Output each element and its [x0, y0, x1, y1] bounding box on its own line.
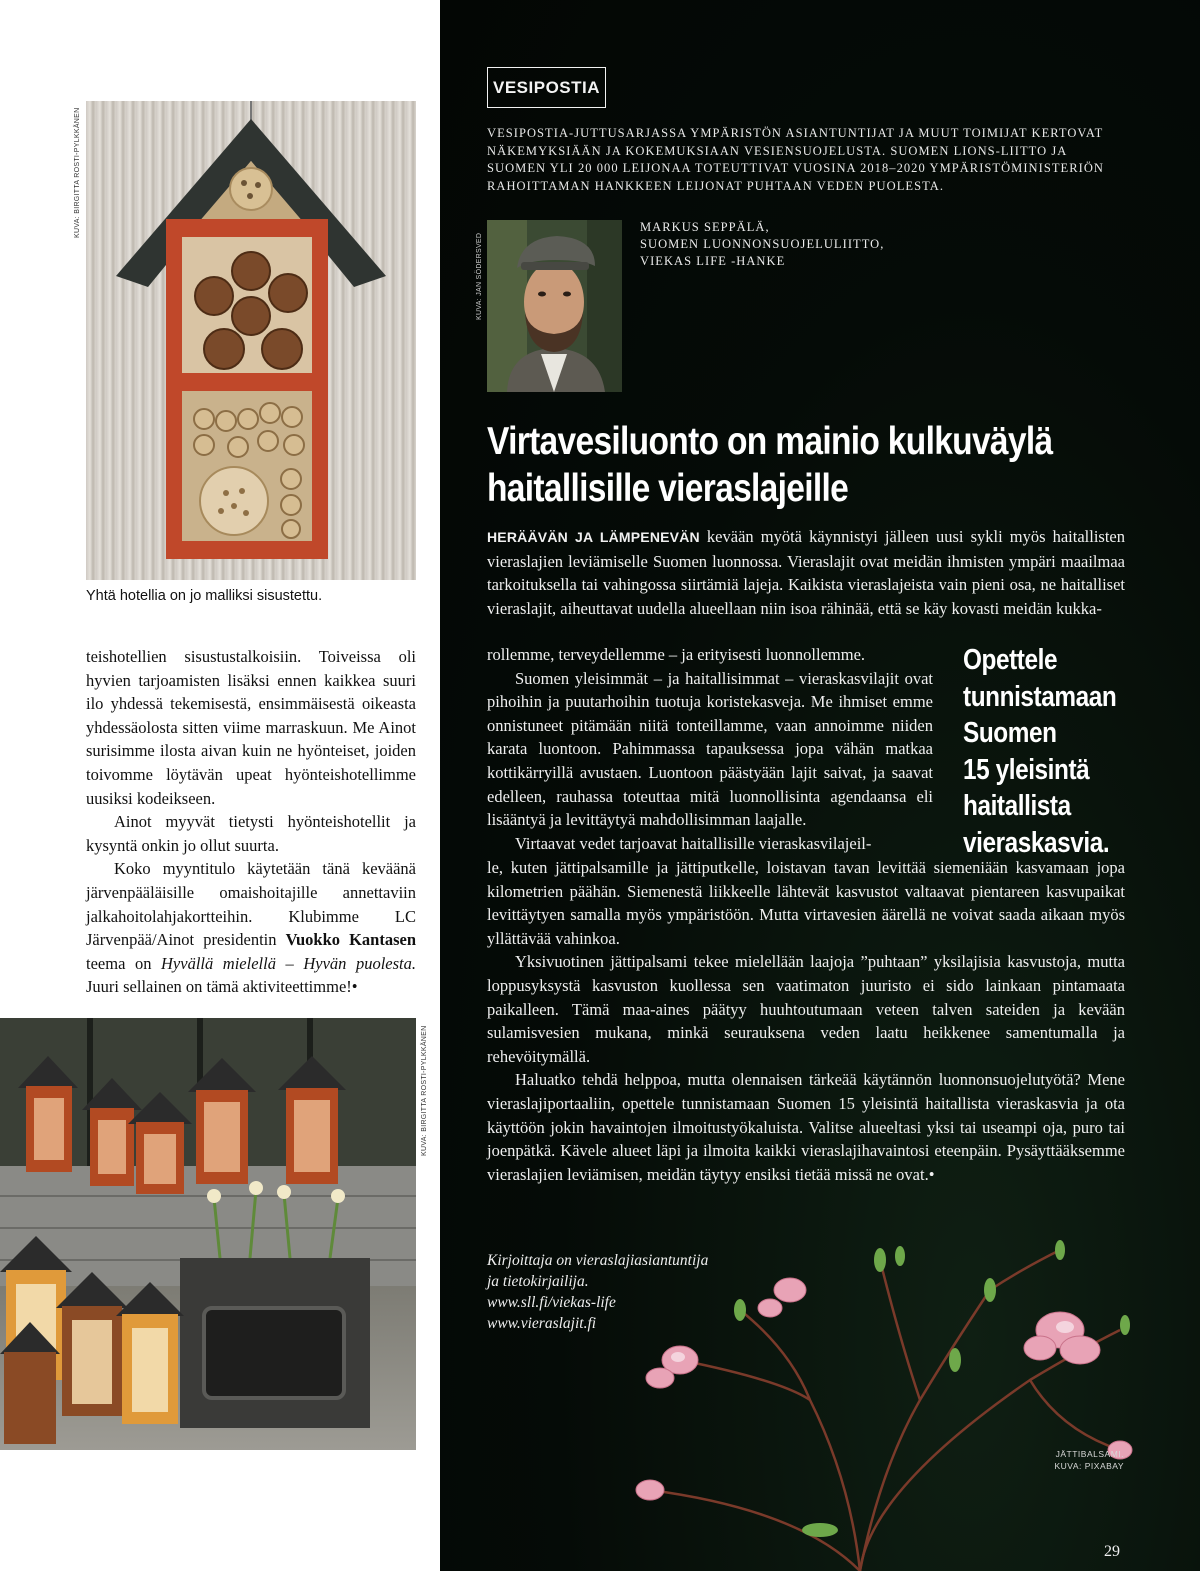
flower-name: JÄTTIBALSAMI. — [1055, 1449, 1124, 1459]
headline-line: Virtavesiluonto on mainio kulkuväylä — [487, 420, 1053, 463]
pullquote-line: 15 yleisintä — [963, 753, 1090, 786]
series-intro: VESIPOSTIA-JUTTUSARJASSA YMPÄRISTÖN ASIANTUNTIJAT JA MUUT TOIMIJAT KERTOVAT NÄKEMYKSIÄÄN JA KOKEMUKSIAAN VESIENSUOJELUSTA. SUOMEN LIONS-LIITTO JA SUOMEN YLI 20 000 LEIJONAA TOTEUTTIVAT VUOSINA 2018–2020 YMPÄRISTÖMINISTERIÖN RAHOITTAMAN HANKKEEN LEIJONAT PUHTAAN VEDEN PUOLESTA. — [487, 126, 1104, 193]
lead-in: HERÄÄVÄN JA LÄMPENEVÄN — [487, 529, 700, 545]
section-tag: VESIPOSTIA — [487, 67, 606, 108]
paragraph: Haluatko tehdä helppoa, mutta olennaisen tärkeää käytännön luonnonsuojelutyötä? Mene vieraslajiportaaliin, opettele tunnistamaan Suomen 15 yleisintä haitallista vieraskasvia ja ota käyttöön jokin havaintojen ilmoitustyökaluista. Valitse alueeltasi yksi tai useampi oja, puro tai joenpätkä. Kävele alueet läpi ja ilmoita kaikki vieraslajihavaintosi eteenpäin. Pysäyttääksemme vieraslajien leviämisen, meidän täytyy ensiksi tietää missä ne ovat.• — [487, 1070, 1125, 1184]
vieraslajit-link[interactable]: www.vieraslajit.fi — [487, 1315, 597, 1332]
left-column — [0, 0, 440, 1571]
paragraph-continued: le, kuten jättipalsamille ja jättiputkelle, loistavan tavan levittää siemeniään kasvamaan jopa kilometrien päähän. Siemenestä liikkeelle lähtevät kasvustot valtaavat pientareen kasvupaikat levittäytyen samalla myös ympäristöön. Mutta virtavesien äärellä ne voivat saada aikaan myös yllättävää vahinkoa. — [487, 858, 1125, 948]
left-article-text — [86, 645, 416, 999]
author-signature — [487, 1250, 708, 1334]
author-photo — [487, 220, 622, 392]
paragraph: Virtaavat vedet tarjoavat haitallisille vieraskasvilajeil- — [515, 833, 872, 853]
club-theme: Hyvällä mielellä – Hyvän puolesta. — [161, 953, 416, 973]
article-body-bottom — [487, 856, 1125, 1186]
article-body-narrow — [487, 643, 933, 855]
flower-caption — [1055, 1448, 1125, 1472]
author-name: MARKUS SEPPÄLÄ, — [640, 220, 770, 234]
author-portrait — [487, 220, 622, 392]
page-number: 29 — [1104, 1543, 1120, 1560]
paragraph: Yksivuotinen jättipalsami tekee mielellään laajoja ”puhtaan” yksilajisia kasvustoja, mutta loppusyksystä kasvuston kuollessa sen vaatimaton juuristo ei sido lainkaan pintamaata paikalleen. Tämä maa-aines päätyy huuhtoutumaan veteen talven sateiden ja kevään sulamisvesien mukana, minkä seurauksena veden laatu heikkenee samentumalla ja rehevöitymällä. — [487, 952, 1125, 1066]
headline-line: haitallisille vieraslajeille — [487, 467, 849, 510]
insect-hotels-illustration — [0, 1018, 416, 1450]
signature-line: Kirjoittaja on vieraslajiasiantuntija — [487, 1252, 709, 1269]
paragraph: Suomen yleisimmät – ja haitallisimmat – vieraskasvilajit ovat pihoihin ja puutarhoihin tuotuja koristekasveja. Me ihmiset emme onnistuneet pitämään niitä tonteillamme, vaan annoimme niiden karata luontoon. Pahimmassa tapauksessa jopa vähän matkaa kottikärryillä avustaen. Luontoon päästyään lajit saivat, ja saavat edelleen, rauhassa toteuttaa mitä luonnollisinta agendaansa eli lisääntyä ja levittäytyä mahdollisimman laajalle. — [487, 668, 933, 830]
author-info — [640, 219, 884, 270]
pull-quote — [963, 642, 1148, 861]
insect-hotel-photo — [86, 101, 416, 580]
insect-hotel-illustration — [86, 101, 416, 580]
photo-credit: KUVA: BIRGITTA ROSTI-PYLKKÄNEN — [74, 107, 81, 238]
paragraph-end: rollemme, terveydellemme – ja erityisesti luonnollemme. — [487, 645, 866, 664]
pullquote-line: vieraskasvia. — [963, 826, 1110, 859]
article-body-top — [487, 525, 1125, 620]
paragraph: Koko myyntitulo käytetään tänä keväänä järvenpääläisille omaishoitajille annettaviin jalkahoitolahjakortteihin. Klubimme LC Järvenpää/Ainot presidentin Vuokko Kantasen teema on Hyvällä mielellä – Hyvän puolesta. Juuri sellainen on tämä aktiviteettimme!• — [86, 859, 416, 997]
photo-caption: Yhtä hotellia on jo malliksi sisustettu. — [86, 588, 323, 604]
pullquote-line: tunnistamaan — [963, 680, 1117, 713]
insect-hotels-group-photo — [0, 1018, 416, 1450]
paragraph: teishotellien sisustustalkoisiin. Toiveissa oli hyvien tarjoamisten lisäksi ennen kaikkea suuri ilo yhdessä tekemisestä, ensimmäisestä oikeasta yhdessäolosta sitten viime marraskuun. Me Ainot surisimme ilosta aivan kuin ne hyönteiset, joiden toivomme löytävän upeat hyönteishotellimme uusiksi kodeikseen. — [86, 647, 416, 808]
photo-credit: KUVA: BIRGITTA ROSTI-PYLKKÄNEN — [421, 1025, 428, 1156]
pullquote-line: haitallista — [963, 790, 1071, 822]
paragraph: HERÄÄVÄN JA LÄMPENEVÄN kevään myötä käynnistyi jälleen uusi sykli myös haitallisten vieraslajien leviämiselle Suomen luonnossa. Vieraslajit ovat meidän ihmisten ympäri maailmaa tarkoituksella tai vahingossa siirtämiä lajeja. Kaikista vieraslajeista vain pieni osa, ne haitalliset vieraslajit, aiheuttavat uudella alueellaan niin isoa rähinää, että se käy kovasti meidän kukka- — [487, 527, 1125, 618]
pullquote-line: Opettele — [963, 644, 1058, 676]
author-organization: SUOMEN LUONNONSUOJELULIITTO, — [640, 237, 885, 251]
photo-credit: KUVA: PIXABAY — [1054, 1461, 1124, 1471]
article-headline — [487, 418, 1141, 512]
president-name: Vuokko Kantasen — [285, 930, 416, 950]
pullquote-line: Suomen — [963, 717, 1057, 749]
photo-credit: KUVA: JAN SÖDERSVED — [476, 232, 483, 320]
sll-link[interactable]: www.sll.fi/viekas-life — [487, 1294, 616, 1311]
paragraph: Ainot myyvät tietysti hyönteishotellit ja kysyntä onkin jo ollut suurta. — [86, 812, 416, 855]
author-project: VIEKAS LIFE -HANKE — [640, 254, 786, 268]
signature-line: ja tietokirjailija. — [487, 1273, 589, 1290]
